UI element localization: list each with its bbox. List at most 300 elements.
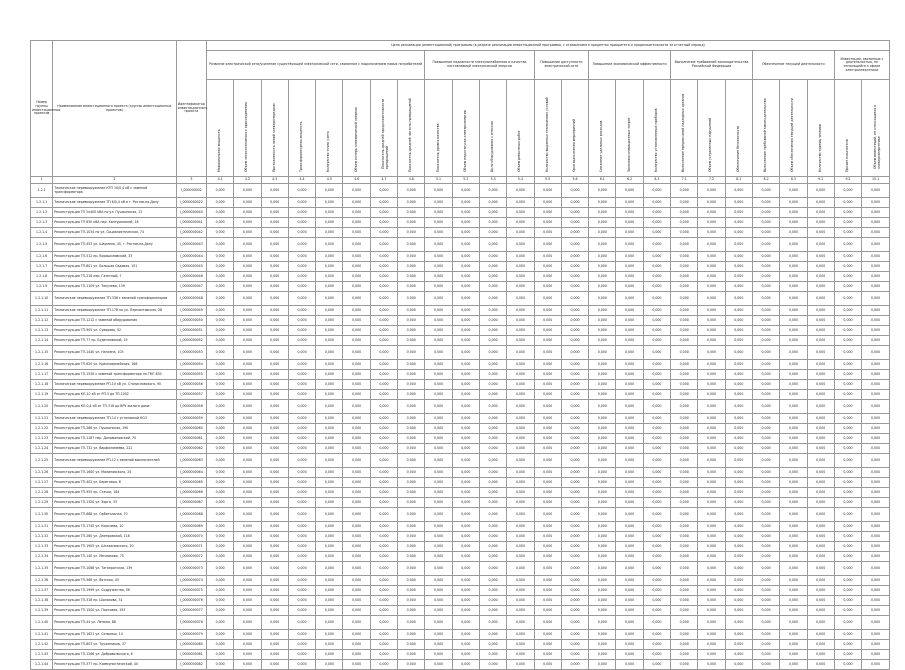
row-indicator-value: 0,000 xyxy=(479,390,506,400)
row-indicator-value: 0,000 xyxy=(561,400,588,414)
row-indicator-value: 0,000 xyxy=(207,478,234,488)
row-indicator-value: 0,000 xyxy=(425,238,452,252)
row-indicator-value: 0,000 xyxy=(752,292,779,306)
row-indicator-value: 0,000 xyxy=(261,542,288,552)
header-indicator xyxy=(234,80,261,177)
row-indicator-value: 0,000 xyxy=(425,586,452,596)
column-number: 3 xyxy=(176,177,206,184)
row-indicator-value: 0,000 xyxy=(752,316,779,326)
row-indicator-value: 0,000 xyxy=(807,380,834,390)
row-indicator-value: 0,000 xyxy=(370,508,397,522)
header-indicator-label: Объем обеспечения текущей деятельности xyxy=(790,98,795,173)
row-indicator-value: 0,000 xyxy=(534,346,561,360)
row-indicator-value: 0,000 xyxy=(780,508,807,522)
row-indicator-value: 0,000 xyxy=(834,454,861,468)
row-indicator-value: 0,000 xyxy=(698,272,725,282)
row-indicator-value: 0,000 xyxy=(671,498,698,508)
row-indicator-value: 0,000 xyxy=(370,346,397,360)
row-project-name: Реконструкция ТП-1088 ул. Таганрогская, 139 xyxy=(53,562,176,576)
row-indicator-value: 0,000 xyxy=(807,522,834,532)
row-indicator-value: 0,000 xyxy=(398,424,425,434)
row-indicator-value: 0,000 xyxy=(561,316,588,326)
row-indicator-value: 0,000 xyxy=(698,262,725,272)
row-indicator-value: 0,000 xyxy=(288,272,315,282)
row-indicator-value: 0,000 xyxy=(834,532,861,542)
row-indicator-value: 0,000 xyxy=(698,522,725,532)
row-indicator-value: 0,000 xyxy=(207,414,234,424)
row-indicator-value: 0,000 xyxy=(398,326,425,336)
header-indicator-label: Показатель уровня качества xyxy=(435,123,440,173)
row-indicator-value: 0,000 xyxy=(780,640,807,650)
row-indicator-value: 0,000 xyxy=(698,630,725,640)
row-indicator-value: 0,000 xyxy=(398,252,425,262)
header-goal-group: Обеспечение текущей деятельности xyxy=(752,51,834,80)
row-indicator-value: 0,000 xyxy=(316,316,343,326)
row-indicator-value: 0,000 xyxy=(589,434,616,444)
row-indicator-value: 0,000 xyxy=(561,370,588,380)
row-indicator-value: 0,000 xyxy=(561,454,588,468)
row-indicator-value: 0,000 xyxy=(425,640,452,650)
row-indicator-value: 0,000 xyxy=(343,400,370,414)
row-indicator-value: 0,000 xyxy=(561,586,588,596)
row-indicator-value: 0,000 xyxy=(780,552,807,562)
row-indicator-value: 0,000 xyxy=(643,252,670,262)
row-project-code: I_0000000056 xyxy=(176,380,206,390)
row-indicator-value: 0,000 xyxy=(343,630,370,640)
row-indicator-value: 0,000 xyxy=(643,630,670,640)
row-indicator-value: 0,000 xyxy=(834,198,861,208)
row-indicator-value: 0,000 xyxy=(316,468,343,478)
table-row xyxy=(31,468,890,478)
row-indicator-value: 0,000 xyxy=(370,498,397,508)
row-indicator-value: 0,000 xyxy=(370,316,397,326)
row-indicator-value: 0,000 xyxy=(207,198,234,208)
header-indicator-label: Количество выданных технических условий xyxy=(544,97,549,173)
row-indicator-value: 0,000 xyxy=(370,444,397,454)
row-indicator-value: 0,000 xyxy=(643,444,670,454)
row-indicator-value: 0,000 xyxy=(207,238,234,252)
row-indicator-value: 0,000 xyxy=(507,360,534,370)
header-indicator xyxy=(698,80,725,177)
row-indicator-value: 0,000 xyxy=(261,640,288,650)
row-project-name: Реконструкция ТП 630 кВА пер. Халтуринский, 18 xyxy=(53,218,176,228)
row-indicator-value: 0,000 xyxy=(425,400,452,414)
row-indicator-value: 0,000 xyxy=(207,424,234,434)
column-number: 9.1 xyxy=(807,177,834,184)
row-indicator-value: 0,000 xyxy=(507,184,534,198)
row-indicator-value: 0,000 xyxy=(479,454,506,468)
row-indicator-value: 0,000 xyxy=(316,262,343,272)
row-indicator-value: 0,000 xyxy=(452,336,479,346)
row-indicator-value: 0,000 xyxy=(643,498,670,508)
row-indicator-value: 0,000 xyxy=(343,562,370,576)
row-indicator-value: 0,000 xyxy=(507,650,534,660)
row-group-id: 1.2.1.6 xyxy=(31,252,53,262)
table-row xyxy=(31,252,890,262)
row-project-name: Реконструкция ТП-77 пр. Буденновский, 19 xyxy=(53,336,176,346)
row-project-code: I_0000000064 xyxy=(176,468,206,478)
row-project-code: I_0000000040 xyxy=(176,208,206,218)
row-indicator-value: 0,000 xyxy=(780,198,807,208)
row-indicator-value: 0,000 xyxy=(643,454,670,468)
row-indicator-value: 0,000 xyxy=(316,640,343,650)
row-project-code: I_0000000022 xyxy=(176,198,206,208)
row-indicator-value: 0,000 xyxy=(643,616,670,630)
row-indicator-value: 0,000 xyxy=(862,380,890,390)
row-indicator-value: 0,000 xyxy=(752,424,779,434)
row-indicator-value: 0,000 xyxy=(725,522,752,532)
row-indicator-value: 0,000 xyxy=(452,208,479,218)
row-indicator-value: 0,000 xyxy=(425,444,452,454)
row-indicator-value: 0,000 xyxy=(507,198,534,208)
row-indicator-value: 0,000 xyxy=(671,478,698,488)
row-indicator-value: 0,000 xyxy=(561,262,588,272)
row-indicator-value: 0,000 xyxy=(479,198,506,208)
row-indicator-value: 0,000 xyxy=(534,650,561,660)
row-indicator-value: 0,000 xyxy=(261,292,288,306)
row-indicator-value: 0,000 xyxy=(316,306,343,316)
row-indicator-value: 0,000 xyxy=(507,478,534,488)
row-indicator-value: 0,000 xyxy=(616,272,643,282)
row-indicator-value: 0,000 xyxy=(834,360,861,370)
column-number: 8.3 xyxy=(780,177,807,184)
row-indicator-value: 0,000 xyxy=(207,630,234,640)
row-group-id: 1.2.1.36 xyxy=(31,576,53,586)
row-indicator-value: 0,000 xyxy=(370,400,397,414)
row-indicator-value: 0,000 xyxy=(752,606,779,616)
row-indicator-value: 0,000 xyxy=(834,238,861,252)
row-indicator-value: 0,000 xyxy=(862,630,890,640)
row-indicator-value: 0,000 xyxy=(398,414,425,424)
row-indicator-value: 0,000 xyxy=(616,370,643,380)
row-indicator-value: 0,000 xyxy=(234,370,261,380)
column-number: 5.3 xyxy=(479,177,506,184)
row-indicator-value: 0,000 xyxy=(207,640,234,650)
row-indicator-value: 0,000 xyxy=(671,488,698,498)
row-indicator-value: 0,000 xyxy=(207,508,234,522)
row-indicator-value: 0,000 xyxy=(780,660,807,670)
row-indicator-value: 0,000 xyxy=(807,238,834,252)
row-indicator-value: 0,000 xyxy=(316,596,343,606)
row-group-id: 1.2.1.33 xyxy=(31,542,53,552)
row-indicator-value: 0,000 xyxy=(698,292,725,306)
row-indicator-value: 0,000 xyxy=(452,228,479,238)
row-project-code: I_0000000058 xyxy=(176,400,206,414)
row-indicator-value: 0,000 xyxy=(534,454,561,468)
row-indicator-value: 0,000 xyxy=(780,498,807,508)
row-indicator-value: 0,000 xyxy=(752,390,779,400)
row-indicator-value: 0,000 xyxy=(261,660,288,670)
row-indicator-value: 0,000 xyxy=(534,380,561,390)
row-indicator-value: 0,000 xyxy=(479,640,506,650)
row-indicator-value: 0,000 xyxy=(589,370,616,380)
row-indicator-value: 0,000 xyxy=(671,262,698,272)
row-indicator-value: 0,000 xyxy=(534,434,561,444)
row-indicator-value: 0,000 xyxy=(780,424,807,434)
row-project-code: I_0000000055 xyxy=(176,370,206,380)
row-indicator-value: 0,000 xyxy=(534,630,561,640)
row-indicator-value: 0,000 xyxy=(616,488,643,498)
row-indicator-value: 0,000 xyxy=(561,444,588,454)
row-indicator-value: 0,000 xyxy=(479,508,506,522)
row-indicator-value: 0,000 xyxy=(589,316,616,326)
row-indicator-value: 0,000 xyxy=(288,522,315,532)
row-indicator-value: 0,000 xyxy=(862,316,890,326)
row-indicator-value: 0,000 xyxy=(807,292,834,306)
header-indicator xyxy=(643,80,670,177)
row-indicator-value: 0,000 xyxy=(425,468,452,478)
row-indicator-value: 0,000 xyxy=(316,390,343,400)
row-project-name: Реконструкция ТП-512 пр. Ворошиловский, 33 xyxy=(53,252,176,262)
row-indicator-value: 0,000 xyxy=(643,336,670,346)
row-indicator-value: 0,000 xyxy=(671,282,698,292)
row-indicator-value: 0,000 xyxy=(534,508,561,522)
row-indicator-value: 0,000 xyxy=(370,532,397,542)
row-indicator-value: 0,000 xyxy=(425,508,452,522)
table-row xyxy=(31,630,890,640)
row-indicator-value: 0,000 xyxy=(343,292,370,306)
row-indicator-value: 0,000 xyxy=(261,238,288,252)
row-indicator-value: 0,000 xyxy=(452,306,479,316)
row-indicator-value: 0,000 xyxy=(343,586,370,596)
row-indicator-value: 0,000 xyxy=(698,306,725,316)
row-indicator-value: 0,000 xyxy=(807,488,834,498)
row-indicator-value: 0,000 xyxy=(479,630,506,640)
row-indicator-value: 0,000 xyxy=(589,478,616,488)
row-indicator-value: 0,000 xyxy=(589,508,616,522)
row-group-id: 1.2.1.43 xyxy=(31,650,53,660)
row-indicator-value: 0,000 xyxy=(643,606,670,616)
row-indicator-value: 0,000 xyxy=(316,292,343,306)
row-indicator-value: 0,000 xyxy=(234,218,261,228)
row-indicator-value: 0,000 xyxy=(725,228,752,238)
row-indicator-value: 0,000 xyxy=(316,586,343,596)
row-indicator-value: 0,000 xyxy=(671,586,698,596)
row-indicator-value: 0,000 xyxy=(725,562,752,576)
header-indicator-label: Срок выполнения мероприятий xyxy=(572,119,576,173)
row-indicator-value: 0,000 xyxy=(807,326,834,336)
row-indicator-value: 0,000 xyxy=(643,360,670,370)
row-indicator-value: 0,000 xyxy=(834,282,861,292)
table-row xyxy=(31,434,890,444)
row-indicator-value: 0,000 xyxy=(834,208,861,218)
row-indicator-value: 0,000 xyxy=(698,228,725,238)
row-indicator-value: 0,000 xyxy=(398,532,425,542)
row-indicator-value: 0,000 xyxy=(398,434,425,444)
row-indicator-value: 0,000 xyxy=(671,218,698,228)
row-indicator-value: 0,000 xyxy=(288,508,315,522)
row-indicator-value: 0,000 xyxy=(862,228,890,238)
row-indicator-value: 0,000 xyxy=(698,370,725,380)
row-indicator-value: 0,000 xyxy=(725,532,752,542)
row-indicator-value: 0,000 xyxy=(288,586,315,596)
row-project-code: I_0000000082 xyxy=(176,660,206,670)
row-indicator-value: 0,000 xyxy=(534,306,561,316)
row-indicator-value: 0,000 xyxy=(316,508,343,522)
row-indicator-value: 0,000 xyxy=(452,184,479,198)
row-indicator-value: 0,000 xyxy=(643,326,670,336)
row-indicator-value: 0,000 xyxy=(288,306,315,316)
row-indicator-value: 0,000 xyxy=(261,488,288,498)
row-indicator-value: 0,000 xyxy=(780,306,807,316)
row-indicator-value: 0,000 xyxy=(343,522,370,532)
row-indicator-value: 0,000 xyxy=(671,272,698,282)
row-indicator-value: 0,000 xyxy=(752,272,779,282)
row-indicator-value: 0,000 xyxy=(698,252,725,262)
row-project-code: I_0000000043 xyxy=(176,238,206,252)
row-indicator-value: 0,000 xyxy=(479,316,506,326)
row-indicator-value: 0,000 xyxy=(288,424,315,434)
header-indicator xyxy=(725,80,752,177)
row-indicator-value: 0,000 xyxy=(452,522,479,532)
header-goal-group: Повышение надежности электроснабжения и качества поставляемой электрической энергии xyxy=(425,51,534,80)
row-indicator-value: 0,000 xyxy=(398,282,425,292)
row-indicator-value: 0,000 xyxy=(425,424,452,434)
table-row xyxy=(31,400,890,414)
row-indicator-value: 0,000 xyxy=(589,424,616,434)
row-project-code: I_0000000079 xyxy=(176,630,206,640)
row-project-name: Реконструкция ТП-688 ул. Орбитальная, 70 xyxy=(53,508,176,522)
row-indicator-value: 0,000 xyxy=(370,424,397,434)
row-indicator-value: 0,000 xyxy=(207,316,234,326)
column-number: 7.1 xyxy=(671,177,698,184)
row-indicator-value: 0,000 xyxy=(343,370,370,380)
table-row xyxy=(31,208,890,218)
row-indicator-value: 0,000 xyxy=(780,218,807,228)
row-indicator-value: 0,000 xyxy=(507,346,534,360)
row-indicator-value: 0,000 xyxy=(862,498,890,508)
row-indicator-value: 0,000 xyxy=(862,478,890,488)
row-indicator-value: 0,000 xyxy=(834,346,861,360)
row-indicator-value: 0,000 xyxy=(207,390,234,400)
row-indicator-value: 0,000 xyxy=(862,650,890,660)
row-indicator-value: 0,000 xyxy=(807,586,834,596)
row-indicator-value: 0,000 xyxy=(561,522,588,532)
table-row xyxy=(31,184,890,198)
row-indicator-value: 0,000 xyxy=(207,434,234,444)
row-project-code: I_0000000066 xyxy=(176,488,206,498)
table-row xyxy=(31,562,890,576)
row-project-code: I_0000000063 xyxy=(176,454,206,468)
row-indicator-value: 0,000 xyxy=(752,306,779,316)
row-indicator-value: 0,000 xyxy=(834,400,861,414)
row-indicator-value: 0,000 xyxy=(207,228,234,238)
row-indicator-value: 0,000 xyxy=(234,208,261,218)
header-indicator xyxy=(316,80,343,177)
row-indicator-value: 0,000 xyxy=(616,454,643,468)
row-indicator-value: 0,000 xyxy=(834,444,861,454)
row-group-id: 1.2.1.24 xyxy=(31,444,53,454)
table-row xyxy=(31,198,890,208)
table-row xyxy=(31,650,890,660)
row-indicator-value: 0,000 xyxy=(752,468,779,478)
row-indicator-value: 0,000 xyxy=(343,238,370,252)
row-indicator-value: 0,000 xyxy=(534,292,561,306)
row-indicator-value: 0,000 xyxy=(561,468,588,478)
row-indicator-value: 0,000 xyxy=(834,542,861,552)
row-indicator-value: 0,000 xyxy=(425,596,452,606)
table-row xyxy=(31,640,890,650)
table-row xyxy=(31,228,890,238)
row-indicator-value: 0,000 xyxy=(234,228,261,238)
row-indicator-value: 0,000 xyxy=(780,522,807,532)
row-indicator-value: 0,000 xyxy=(534,282,561,292)
row-indicator-value: 0,000 xyxy=(862,360,890,370)
row-indicator-value: 0,000 xyxy=(862,238,890,252)
row-indicator-value: 0,000 xyxy=(834,292,861,306)
row-project-code: I_0000000041 xyxy=(176,218,206,228)
column-number: 4.6 xyxy=(343,177,370,184)
row-indicator-value: 0,000 xyxy=(780,370,807,380)
row-indicator-value: 0,000 xyxy=(698,444,725,454)
row-indicator-value: 0,000 xyxy=(561,390,588,400)
row-indicator-value: 0,000 xyxy=(343,390,370,400)
row-project-code: I_0000000072 xyxy=(176,552,206,562)
row-indicator-value: 0,000 xyxy=(752,400,779,414)
header-indicator-label: Объем технологического присоединения xyxy=(244,102,249,173)
header-project-name: Наименование инвестиционного проекта (группы инвестиционных проектов) xyxy=(53,41,176,177)
row-indicator-value: 0,000 xyxy=(261,262,288,272)
row-indicator-value: 0,000 xyxy=(807,532,834,542)
row-indicator-value: 0,000 xyxy=(288,252,315,262)
row-indicator-value: 0,000 xyxy=(616,498,643,508)
row-indicator-value: 0,000 xyxy=(698,488,725,498)
row-indicator-value: 0,000 xyxy=(207,562,234,576)
row-indicator-value: 0,000 xyxy=(288,282,315,292)
row-project-name: Реконструкция ТП-1745 ул. Королева, 10 xyxy=(53,522,176,532)
row-indicator-value: 0,000 xyxy=(862,616,890,630)
header-indicator-label: Объем инвестиций, не относящихся к электроэнергетике xyxy=(872,104,881,169)
row-indicator-value: 0,000 xyxy=(752,640,779,650)
row-indicator-value: 0,000 xyxy=(780,262,807,272)
row-indicator-value: 0,000 xyxy=(343,552,370,562)
row-indicator-value: 0,000 xyxy=(834,218,861,228)
row-indicator-value: 0,000 xyxy=(671,336,698,346)
row-indicator-value: 0,000 xyxy=(671,208,698,218)
row-project-name: Техническое перевооружение РП-12 с заменой выключателей xyxy=(53,454,176,468)
row-project-name: Техническое перевооружение ТП-178 по ул. Лермонтовская, 28 xyxy=(53,306,176,316)
row-indicator-value: 0,000 xyxy=(452,542,479,552)
row-indicator-value: 0,000 xyxy=(616,198,643,208)
row-indicator-value: 0,000 xyxy=(452,630,479,640)
row-indicator-value: 0,000 xyxy=(807,316,834,326)
row-indicator-value: 0,000 xyxy=(616,522,643,532)
row-indicator-value: 0,000 xyxy=(671,508,698,522)
header-indicator-label: Объем недоотпуска электроэнергии xyxy=(462,110,467,173)
row-indicator-value: 0,000 xyxy=(425,478,452,488)
row-indicator-value: 0,000 xyxy=(234,532,261,542)
row-indicator-value: 0,000 xyxy=(862,326,890,336)
row-indicator-value: 0,000 xyxy=(752,208,779,218)
row-group-id: 1.2.1.7 xyxy=(31,262,53,272)
row-indicator-value: 0,000 xyxy=(234,380,261,390)
row-indicator-value: 0,000 xyxy=(370,228,397,238)
row-indicator-value: 0,000 xyxy=(398,650,425,660)
row-indicator-value: 0,000 xyxy=(834,552,861,562)
row-indicator-value: 0,000 xyxy=(343,508,370,522)
row-indicator-value: 0,000 xyxy=(261,454,288,468)
row-project-name: Реконструкция ТП-260 ул. Днепровский, 118 xyxy=(53,532,176,542)
row-indicator-value: 0,000 xyxy=(261,508,288,522)
row-indicator-value: 0,000 xyxy=(725,336,752,346)
row-indicator-value: 0,000 xyxy=(534,606,561,616)
row-indicator-value: 0,000 xyxy=(725,282,752,292)
row-indicator-value: 0,000 xyxy=(398,228,425,238)
row-indicator-value: 0,000 xyxy=(534,326,561,336)
row-indicator-value: 0,000 xyxy=(234,326,261,336)
row-indicator-value: 0,000 xyxy=(698,586,725,596)
row-indicator-value: 0,000 xyxy=(616,562,643,576)
